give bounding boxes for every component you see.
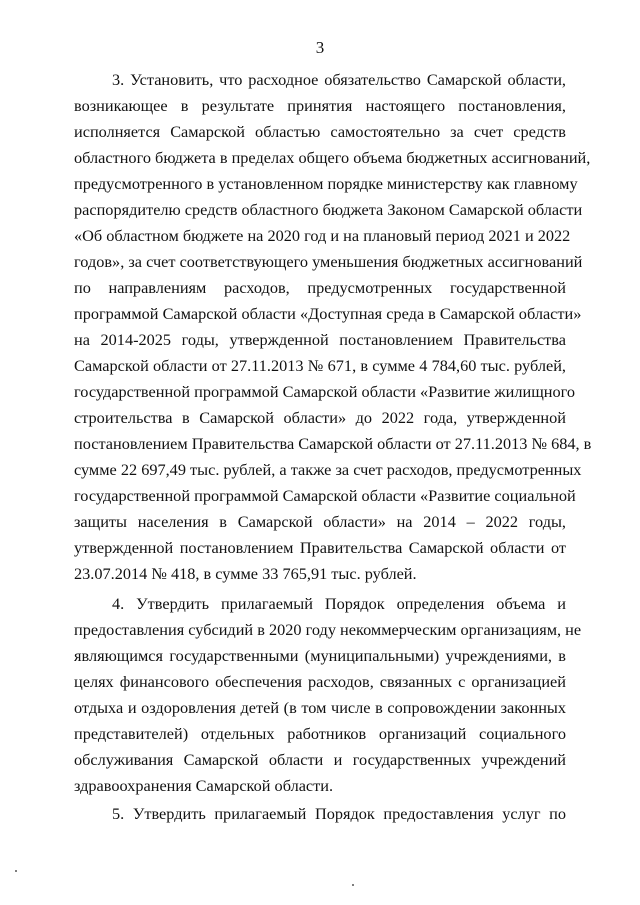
paragraph-line: на 2014-2025 годы, утвержденной постановлением Правительства	[74, 330, 566, 349]
paragraph-line: предусмотренного в установленном порядке министерству как главному	[74, 174, 578, 193]
paragraph-line: 3. Установить, что расходное обязательство Самарской области,	[112, 70, 566, 89]
paragraph-line: распорядителю средств областного бюджета Законом Самарской области	[74, 200, 583, 219]
paragraph-line: являющимся государственными (муниципальными) учреждениями, в	[74, 646, 566, 665]
paragraph-line: строительства в Самарской области» до 2022 года, утвержденной	[74, 408, 566, 427]
paragraph-line: годов», за счет соответствующего уменьшения бюджетных ассигнований	[74, 252, 583, 271]
paragraph-line: государственной программой Самарской области «Развитие социальной	[74, 486, 576, 505]
paragraph-line: 23.07.2014 № 418, в сумме 33 765,91 тыс. рублей.	[74, 564, 417, 583]
paragraph-line: по направлениям расходов, предусмотренных государственной	[74, 278, 566, 297]
paragraph-line: «Об областном бюджете на 2020 год и на плановый период 2021 и 2022	[74, 226, 571, 245]
paragraph-line: постановлением Правительства Самарской области от 27.11.2013 № 684, в	[74, 434, 592, 453]
paragraph-line: программой Самарской области «Доступная среда в Самарской области»	[74, 304, 582, 323]
paragraph-line: представителей) отдельных работников организаций социального	[74, 724, 566, 743]
paragraph-line: государственной программой Самарской области «Развитие жилищного	[74, 382, 576, 401]
paragraph-line: возникающее в результате принятия настоящего постановления,	[74, 96, 566, 115]
paragraph-line: утвержденной постановлением Правительства Самарской области от	[74, 538, 566, 557]
page-number: 3	[315, 38, 325, 57]
paragraph-line: 5. Утвердить прилагаемый Порядок предоставления услуг по	[112, 804, 566, 823]
paragraph-line: Самарской области от 27.11.2013 № 671, в сумме 4 784,60 тыс. рублей,	[74, 356, 566, 375]
paragraph-line: предоставления субсидий в 2020 году некоммерческим организациям, не	[74, 620, 582, 639]
scan-speck	[352, 884, 354, 886]
paragraph-line: 4. Утвердить прилагаемый Порядок определения объема и	[112, 594, 566, 613]
paragraph-line: сумме 22 697,49 тыс. рублей, а также за счет расходов, предусмотренных	[74, 460, 582, 479]
paragraph-line: защиты населения в Самарской области» на 2014 – 2022 годы,	[74, 512, 566, 531]
scan-speck	[15, 870, 17, 872]
paragraph-line: исполняется Самарской областью самостоятельно за счет средств	[74, 122, 566, 141]
paragraph-line: обслуживания Самарской области и государственных учреждений	[74, 750, 566, 769]
paragraph-line: здравоохранения Самарской области.	[74, 776, 334, 795]
paragraph-line: целях финансового обеспечения расходов, связанных с организацией	[74, 672, 566, 691]
paragraph-line: отдыха и оздоровления детей (в том числе в сопровождении законных	[74, 698, 566, 717]
paragraph-line: областного бюджета в пределах общего объема бюджетных ассигнований,	[74, 148, 591, 167]
